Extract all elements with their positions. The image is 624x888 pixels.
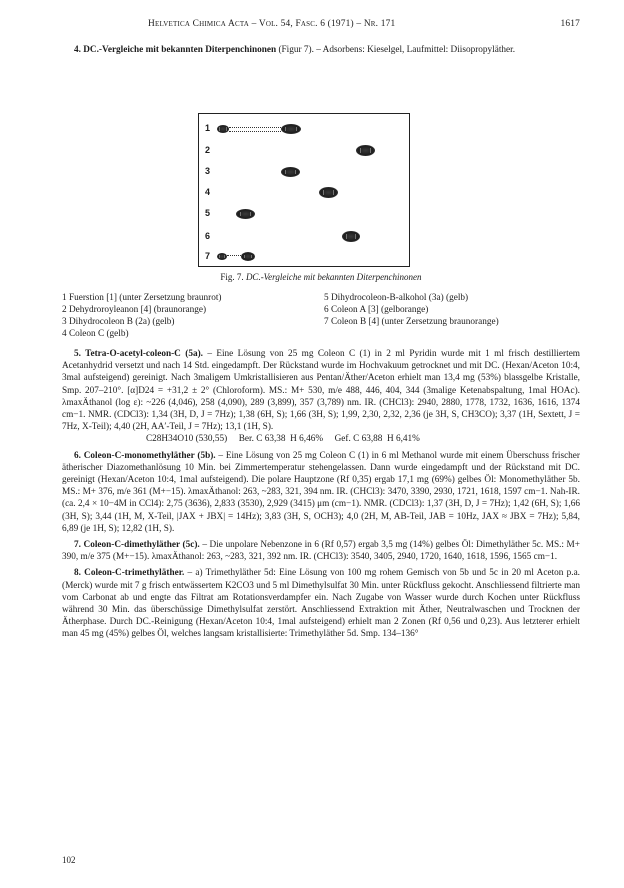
section-8-text: – a) Trimethyläther 5d: Eine Lösung von 100 mg rohem Gemisch von 5b und 5c in 20 ml Aceton p.a. (Merck) wurde mit 7 g frisch entwässertem K2CO3 und 5 ml Dimethylsulfat 30 Min. unter Rückfluss gekocht. Anschliessend filtrierte man vom Carbonat ab und engte das Filtrat am Rotationsverdampfer ein. Nach Zugabe von Wasser wurde durch Kochen unter Rückfluss während 30 Min. das überschüssige Dimethylsulfat zerstört. Anschliessend Extraktion mit Äther, Neutralwaschen und Trocknen der Ätherphase. Durch DC.-Reinigung (Hexan/Aceton 10:4, 1mal aufsteigend) erhielt man 2 Zonen (Rf 0,56 und 0,23). Aus letzterer erhielt man 45 mg (45%) gelbes Öl, welches langsam kristallisierte: Trimethyläther 5d. Smp. 134–136° xyxy=(62,568,580,640)
figure-caption-label: Fig. 7. xyxy=(220,272,244,282)
spot-lane-6 xyxy=(342,231,360,242)
spot-lane-2 xyxy=(356,145,375,156)
streak-lane-7 xyxy=(227,255,241,256)
section-4-heading: 4. DC.-Vergleiche mit bekannten Diterpenchinonen xyxy=(74,45,277,55)
spot-lane-1-origin xyxy=(217,125,229,133)
lane-label-4: 4 xyxy=(205,187,211,197)
legend-item-4: 4 Coleon C (gelb) xyxy=(62,329,129,339)
lane-label-7: 7 xyxy=(205,251,211,261)
legend-item-3: 3 Dihydrocoleon B (2a) (gelb) xyxy=(62,317,175,327)
section-5-heading: 5. Tetra-O-acetyl-coleon-C (5a). xyxy=(74,349,203,359)
page-number: 1617 xyxy=(560,19,580,29)
signature-mark: 102 xyxy=(62,855,76,865)
spot-lane-1 xyxy=(281,124,301,134)
legend-right-column xyxy=(324,292,499,328)
legend-item-5: 5 Dihydrocoleon-B-alkohol (3a) (gelb) xyxy=(324,293,469,303)
section-6-heading: 6. Coleon-C-monomethyläther (5b). xyxy=(74,450,216,461)
legend-item-6: 6 Coleon A [3] (gelborange) xyxy=(324,305,429,315)
section-6 xyxy=(62,450,580,535)
spot-lane-3 xyxy=(281,167,300,177)
spot-lane-7-origin xyxy=(217,253,227,260)
experimental-sections xyxy=(62,348,580,641)
figure-caption-text: DC.-Vergleiche mit bekannten Diterpenchinonen xyxy=(243,272,422,282)
streak-lane-1 xyxy=(229,127,281,128)
section-5-text: – Eine Lösung von 25 mg Coleon C (1) in 2 ml Pyridin wurde mit 1 ml frisch destilliertem Acetanhydrid versetzt und nach 14 Std. eingedampft. Der Rückstand wurde im Hochvakuum getrocknet und mit DC. (Hexan/Aceton 10:4, 3mal aufsteigend) gereinigt. Nach 3maligem Umkristallisieren aus Pentan/Äther/Aceton erhielt man 13,4 mg (53%) blassgelbe Kristalle, Smp. 207–210°. [α]D24 = +31,2 ± 2° (Chloroform). MS.: M+ 530, m/e 488, 446, 404, 344 (3malige Ketenabspaltung, 1mal HOAc). λmaxÄthanol (log ε): ~226 (4,046), 258 (4,090), 289 (3,899), 357 (3,789) nm. IR. (CHCl3): 2940, 2880, 1778, 1732, 1636, 1616, 1374 cm−1. NMR. (CDCl3): 1,34 (3H, D, J = 7Hz); 1,38 (6H, S); 1,66 (3H, S); 1,99, 2,30, 2,32, 2,36 (je 3H, S, CH3CO); 3,37 (1H, Sextett, J = 7Hz, X-Teil); 4,40 (2H, AA′-Teil, J = 7Hz); 13,1 (1H, S). xyxy=(62,349,580,433)
legend-left-column xyxy=(62,292,222,340)
lane-label-3: 3 xyxy=(205,166,211,176)
section-7-text: – Die unpolare Nebenzone in 6 (Rf 0,57) ergab 3,5 mg (14%) gelbes Öl: Dimethyläther 5c. MS.: M+ 390, m/e 375 (M+−15). λmaxÄthanol: 263, ~283, 321, 392 nm. IR. (CHCl3): 3540, 3405, 2940, 1720, 1640, 1618, 1596, 1565 cm−1. xyxy=(62,540,580,563)
spot-lane-4 xyxy=(319,187,338,198)
section-8 xyxy=(62,567,580,640)
section-8-heading: 8. Coleon-C-trimethyläther. xyxy=(74,568,185,579)
lane-label-6: 6 xyxy=(205,231,211,241)
legend-item-1: 1 Fuerstion [1] (unter Zersetzung braunrot) xyxy=(62,293,222,303)
section-4 xyxy=(62,44,580,56)
running-head xyxy=(62,19,580,33)
figure-caption xyxy=(62,272,580,282)
spot-lane-7 xyxy=(241,252,255,261)
streak-lane-1-lower xyxy=(229,131,281,132)
section-6-text: – Eine Lösung von 25 mg Coleon C (1) in 6 ml Methanol wurde mit einem Überschuss frischer ätherischer Diazomethanlösung 10 Min. bei Zimmertemperatur stehengelassen. Dann wurde eingedampft und der Rückstand mit DC. gereinigt (Hexan/Aceton 10:4, 1mal aufsteigend). Die polare Hauptzone (Rf 0,35) ergab 17,1 mg (69%) gelbes Öl: Monomethyläther 5b. MS.: M+ 376, m/e 361 (M+−15). λmaxÄthanol: 263, ~283, 321, 394 nm. IR. (CHCl3): 3470, 3390, 2930, 1721, 1618, 1597 cm−1. Nah-IR. (ca. 2,4 × 10−4M in CCl4): 2,75 (3636), 2,833 (3530), 2,929 (3415) μm (cm−1). NMR. (CDCl3): 1,37 (3H, D, J = 7Hz); 1,42 (6H, S); 1,66 (3H, S); 3,44 (1H, M, X-Teil, |JAX + JBX| = 14Hz); 3,83 (3H, S, OCH3); 4,0 (2H, M, AB-Teil, JAB = 10Hz, JAX ≈ JBX = 7Hz); 5,84, 6,89 (je 1H, S); 12,82 (1H, S). xyxy=(62,450,580,534)
lane-label-1: 1 xyxy=(205,123,211,133)
spot-lane-5 xyxy=(236,209,255,219)
journal-title: Helvetica Chimica Acta – Vol. 54, Fasc. 6 (1971) – Nr. 171 xyxy=(148,19,396,29)
legend-item-7: 7 Coleon B [4] (unter Zersetzung braunorange) xyxy=(324,317,499,327)
legend-item-2: 2 Dehydroroyleanon [4] (braunorange) xyxy=(62,305,207,315)
section-5 xyxy=(62,348,580,433)
lane-label-5: 5 xyxy=(205,208,211,218)
section-5-formula: C28H34O10 (530,55) Ber. C 63,38 H 6,46% Gef. C 63,88 H 6,41% xyxy=(146,434,420,445)
tlc-figure xyxy=(198,113,410,267)
section-7 xyxy=(62,539,580,563)
lane-label-2: 2 xyxy=(205,145,211,155)
section-4-text: (Figur 7). – Adsorbens: Kieselgel, Laufmittel: Diisopropyläther. xyxy=(276,45,516,55)
section-7-heading: 7. Coleon-C-dimethyläther (5c). xyxy=(74,540,200,551)
